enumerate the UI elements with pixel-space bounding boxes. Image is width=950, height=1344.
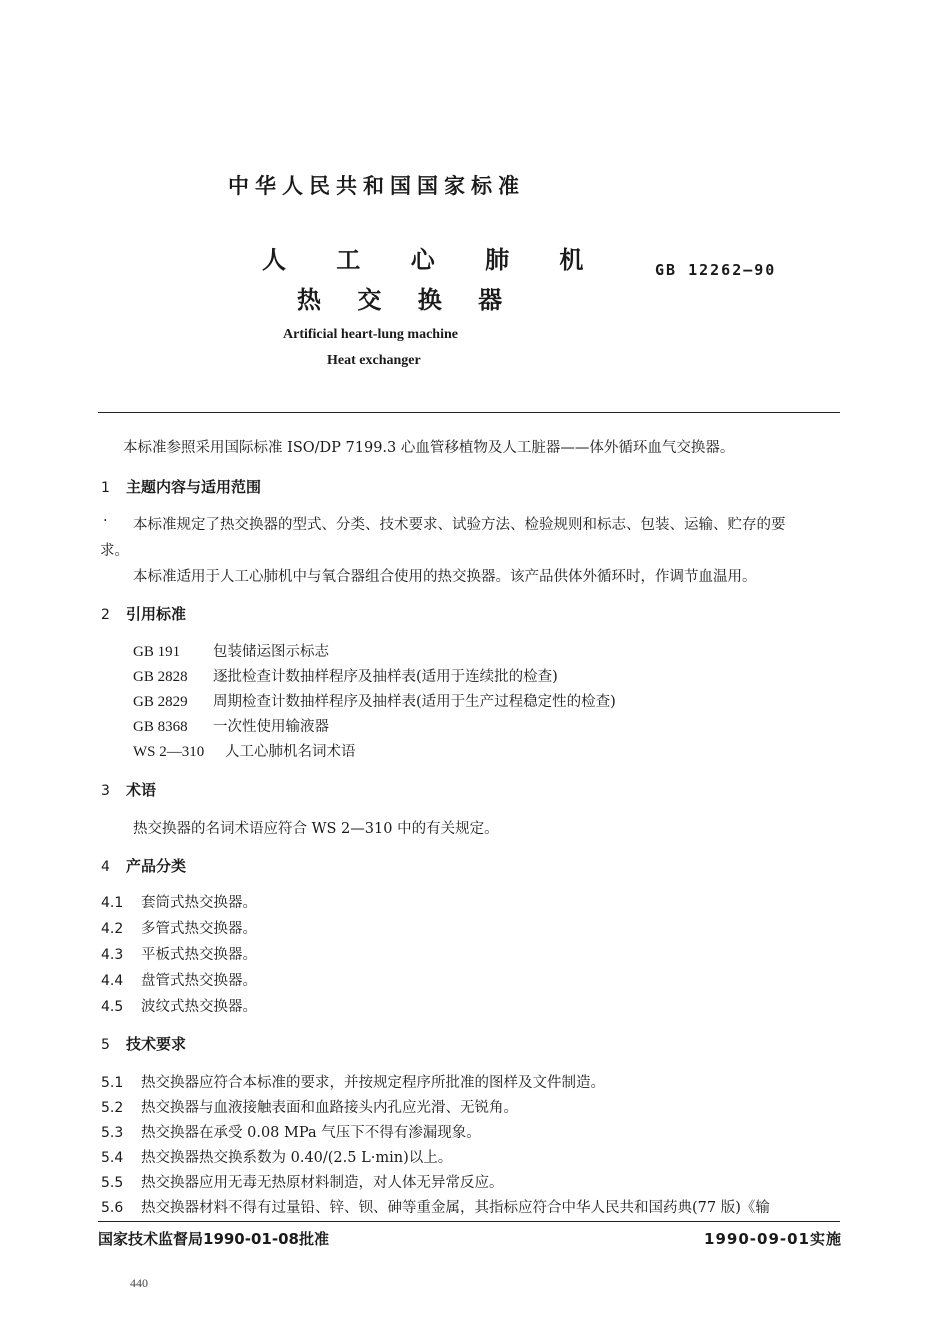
item-text: 热交换器应符合本标准的要求，并按规定程序所批准的图样及文件制造。: [141, 1075, 605, 1091]
section-2-heading: [101, 603, 186, 624]
item-text: 热交换器热交换系数为 0.40/(2.5 L·min)以上。: [141, 1150, 453, 1166]
item-number: 5.5: [101, 1175, 124, 1191]
list-item: [101, 943, 257, 964]
list-item: [101, 1171, 504, 1192]
item-number: 4.5: [101, 999, 124, 1015]
item-number: 4.4: [101, 973, 124, 989]
reference-text: 一次性使用输液器: [213, 719, 329, 735]
section-1-heading: [101, 476, 261, 497]
list-item: [101, 1071, 605, 1092]
section-title: 技术要求: [126, 1035, 187, 1053]
item-text: 平板式热交换器。: [141, 947, 257, 963]
item-number: 5.3: [101, 1125, 124, 1141]
document-title-line2: 热 交 换 器: [297, 286, 517, 314]
reference-item: [133, 715, 329, 736]
item-text: 热交换器与血液接触表面和血路接头内孔应光滑、无锐角。: [141, 1100, 518, 1116]
section-title: 术语: [126, 781, 157, 799]
section-1-para1-line2: 求。: [100, 543, 129, 559]
item-number: 5.2: [101, 1100, 124, 1116]
item-text: 热交换器在承受 0.08 MPa 气压下不得有渗漏现象。: [141, 1125, 481, 1141]
effective-date: 1990-09-01实施: [704, 1230, 842, 1248]
section-3-text: 热交换器的名词术语应符合 WS 2—310 中的有关规定。: [133, 821, 499, 837]
section-number: 1: [101, 480, 110, 496]
section-1-para2: 本标准适用于人工心肺机中与氧合器组合使用的热交换器。该产品供体外循环时，作调节血温用。: [133, 569, 757, 585]
section-number: 5: [101, 1037, 110, 1053]
reference-code: GB 191: [133, 644, 181, 660]
list-item: [101, 1096, 518, 1117]
header-divider: [98, 412, 840, 413]
section-title: 主题内容与适用范围: [126, 478, 262, 496]
reference-text: 人工心肺机名词术语: [225, 744, 356, 760]
english-title-line2: Heat exchanger: [327, 353, 421, 368]
national-standard-heading: 中华人民共和国国家标准: [228, 174, 525, 198]
item-number: 4.3: [101, 947, 124, 963]
reference-item: [133, 690, 616, 711]
reference-text: 包装储运图示标志: [213, 644, 329, 660]
approval-line: 国家技术监督局1990-01-08批准: [98, 1230, 329, 1248]
list-item: [101, 1121, 481, 1142]
section-number: 2: [101, 607, 110, 623]
item-text: 热交换器材料不得有过量铅、锌、钡、砷等重金属，其指标应符合中华人民共和国药典(77 版)《输: [141, 1200, 770, 1216]
list-item: [101, 1196, 770, 1217]
footer-divider: [98, 1221, 840, 1222]
reference-item: [133, 665, 558, 686]
item-text: 套筒式热交换器。: [141, 895, 257, 911]
section-title: 产品分类: [126, 857, 187, 875]
reference-code: GB 8368: [133, 719, 188, 735]
intro-paragraph: 本标准参照采用国际标准 ISO/DP 7199.3 心血管移植物及人工脏器——体外循环血气交换器。: [123, 440, 735, 456]
reference-item: [133, 740, 356, 761]
item-number: 4.2: [101, 921, 124, 937]
item-number: 5.6: [101, 1200, 124, 1216]
english-title-line1: Artificial heart-lung machine: [283, 327, 458, 342]
list-item: [101, 1146, 452, 1167]
item-text: 多管式热交换器。: [141, 921, 257, 937]
bullet-mark: ·: [103, 513, 108, 529]
list-item: [101, 917, 257, 938]
section-1-para1-line1: 本标准规定了热交换器的型式、分类、技术要求、试验方法、检验规则和标志、包装、运输、贮存的要: [133, 517, 786, 533]
list-item: [101, 891, 257, 912]
section-number: 3: [101, 783, 110, 799]
document-title-line1: 人 工 心 肺 机: [262, 246, 605, 274]
item-text: 波纹式热交换器。: [141, 999, 257, 1015]
section-3-heading: [101, 779, 156, 800]
section-number: 4: [101, 859, 110, 875]
item-number: 5.1: [101, 1075, 124, 1091]
page-number: 440: [130, 1276, 148, 1290]
reference-item: [133, 640, 329, 661]
standard-code: GB 12262—90: [655, 261, 777, 279]
section-5-heading: [101, 1033, 186, 1054]
item-text: 热交换器应用无毒无热原材料制造，对人体无异常反应。: [141, 1175, 504, 1191]
item-number: 5.4: [101, 1150, 124, 1166]
reference-text: 逐批检查计数抽样程序及抽样表(适用于连续批的检查): [213, 669, 558, 685]
section-4-heading: [101, 855, 186, 876]
reference-code: GB 2829: [133, 694, 188, 710]
list-item: [101, 995, 257, 1016]
list-item: [101, 969, 257, 990]
reference-code: GB 2828: [133, 669, 188, 685]
reference-text: 周期检查计数抽样程序及抽样表(适用于生产过程稳定性的检查): [213, 694, 616, 710]
item-text: 盘管式热交换器。: [141, 973, 257, 989]
reference-code: WS 2—310: [133, 744, 205, 760]
item-number: 4.1: [101, 895, 124, 911]
section-title: 引用标准: [126, 605, 187, 623]
